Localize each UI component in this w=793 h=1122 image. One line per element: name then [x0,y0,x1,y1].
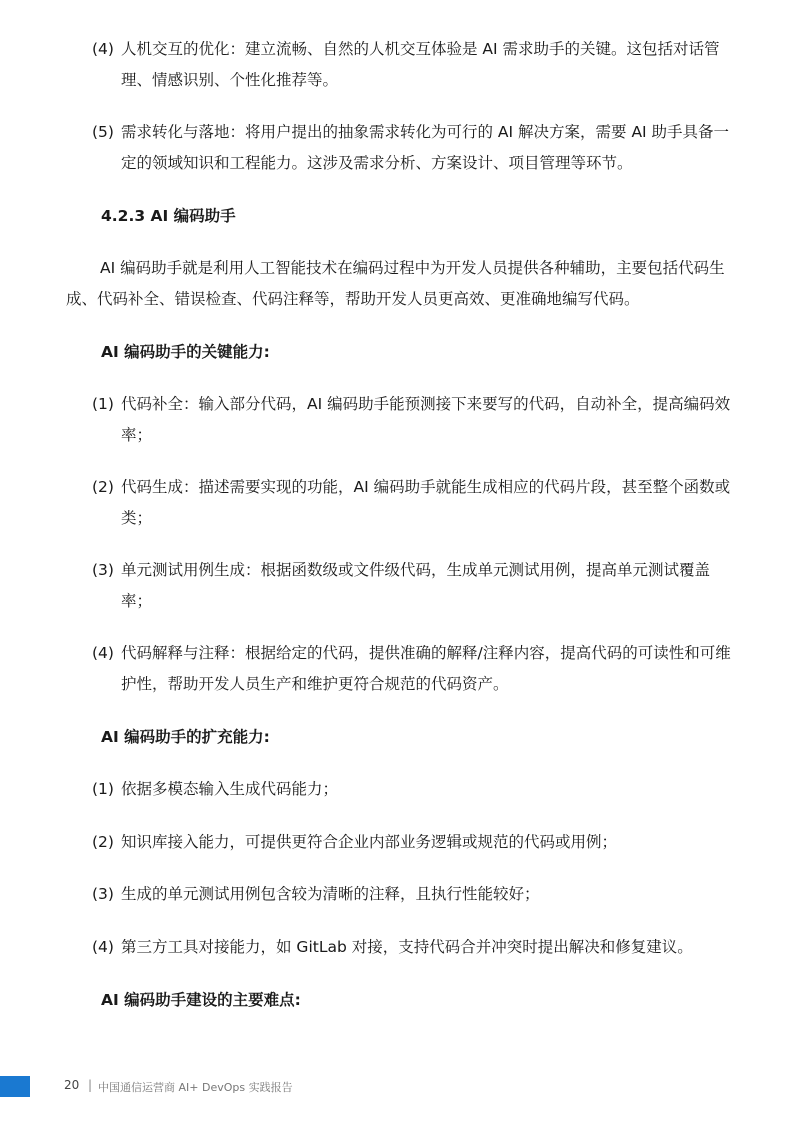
item-number: (1) [92,395,114,413]
item-text: 代码生成：描述需要实现的功能，AI 编码助手就能生成相应的代码片段，甚至整个函数或类； [121,478,731,527]
footer-accent-bar [0,1076,30,1097]
item-text: 知识库接入能力，可提供更符合企业内部业务逻辑或规范的代码或用例； [121,833,618,851]
page-number: 20 [64,1078,80,1092]
item-text: 人机交互的优化：建立流畅、自然的人机交互体验是 AI 需求助手的关键。这包括对话管理、情感识别、个性化推荐等。 [121,40,720,89]
item-number: (5) [92,123,114,141]
list-item [92,555,732,617]
item-number: (1) [92,780,114,798]
list-item [92,472,732,534]
intro-paragraph: AI 编码助手就是利用人工智能技术在编码过程中为开发人员提供各种辅助，主要包括代码生成、代码补全、错误检查、代码注释等，帮助开发人员更高效、更准确地编写代码。 [66,259,725,308]
footer-title: 中国通信运营商 AI+ DevOps 实践报告 [98,1081,293,1094]
list-item [92,774,732,805]
item-text: 依据多模态输入生成代码能力； [121,780,339,798]
difficulties-heading: AI 编码助手建设的主要难点: [101,991,301,1009]
section-title: 4.2.3 AI 编码助手 [101,207,236,225]
item-text: 代码解释与注释：根据给定的代码，提供准确的解释/注释内容，提高代码的可读性和可维护性，帮助开发人员生产和维护更符合规范的代码资产。 [121,644,731,693]
item-number: (4) [92,938,114,956]
item-text: 生成的单元测试用例包含较为清晰的注释，且执行性能较好； [121,885,540,903]
item-text: 代码补全：输入部分代码，AI 编码助手能预测接下来要写的代码，自动补全，提高编码效率； [121,395,731,444]
list-item [92,638,732,700]
list-item [92,389,732,451]
extended-capabilities-heading: AI 编码助手的扩充能力: [101,728,270,746]
item-text: 单元测试用例生成：根据函数级或文件级代码，生成单元测试用例，提高单元测试覆盖率； [121,561,711,610]
item-number: (4) [92,40,114,58]
item-number: (3) [92,561,114,579]
item-text: 第三方工具对接能力，如 GitLab 对接，支持代码合并冲突时提出解决和修复建议。 [121,938,693,956]
list-item [92,34,732,96]
footer-separator: | [88,1078,93,1092]
item-number: (4) [92,644,114,662]
item-text: 需求转化与落地：将用户提出的抽象需求转化为可行的 AI 解决方案，需要 AI 助手具备一定的领域知识和工程能力。这涉及需求分析、方案设计、项目管理等环节。 [121,123,730,172]
list-item [92,932,732,963]
key-capabilities-heading: AI 编码助手的关键能力: [101,343,270,361]
list-item [92,879,732,910]
item-number: (2) [92,478,114,496]
list-item [92,827,732,858]
item-number: (2) [92,833,114,851]
list-item [92,117,732,179]
item-number: (3) [92,885,114,903]
